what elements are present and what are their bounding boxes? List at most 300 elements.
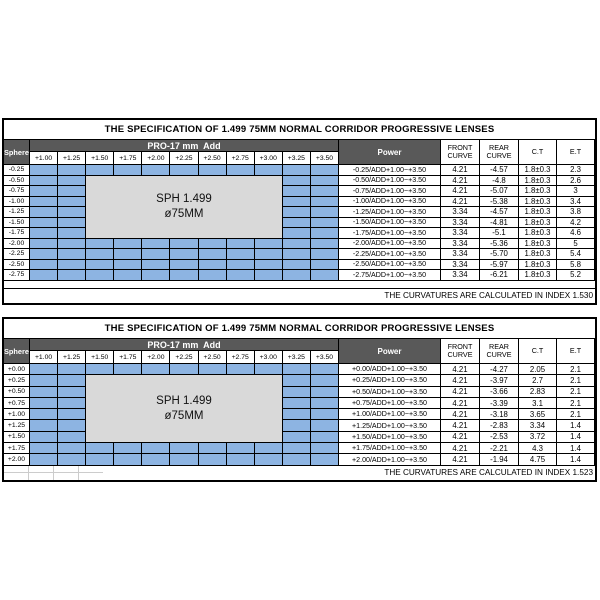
et-header: E.T <box>557 339 595 364</box>
add-cell <box>30 239 58 250</box>
ct-cell: 1.8±0.3 <box>519 186 557 197</box>
add-column-header: +3.00 <box>255 351 283 364</box>
rear-curve-cell: -5.97 <box>480 260 519 271</box>
rear-curve-cell: -5.36 <box>480 239 519 250</box>
add-cell <box>283 218 311 229</box>
sphere-cell: -2.25 <box>4 249 30 260</box>
rear-curve-cell: -3.97 <box>480 375 519 386</box>
et-header: E.T <box>557 140 595 165</box>
add-cell <box>170 270 198 281</box>
add-cell <box>283 197 311 208</box>
table-title: THE SPECIFICATION OF 1.499 75MM NORMAL CORRIDOR PROGRESSIVE LENSES <box>4 120 595 140</box>
sphere-cell: +2.00 <box>4 454 30 465</box>
add-cell <box>58 420 86 431</box>
front-curve-cell: 4.21 <box>441 186 480 197</box>
add-cell <box>142 364 170 375</box>
ct-cell: 1.8±0.3 <box>519 218 557 229</box>
power-cell: -0.50/ADD+1.00~+3.50 <box>339 176 441 187</box>
add-cell <box>283 228 311 239</box>
rear-curve-cell: -4.27 <box>480 364 519 375</box>
power-cell: +0.25/ADD+1.00~+3.50 <box>339 375 441 386</box>
add-cell <box>30 420 58 431</box>
front-curve-cell: 3.34 <box>441 218 480 229</box>
power-cell: +0.50/ADD+1.00~+3.50 <box>339 387 441 398</box>
add-cell <box>311 270 339 281</box>
et-cell: 2.3 <box>557 165 595 176</box>
power-cell: -2.50/ADD+1.00~+3.50 <box>339 260 441 271</box>
front-curve-cell: 4.21 <box>441 398 480 409</box>
add-cell <box>58 249 86 260</box>
power-cell: -2.75/ADD+1.00~+3.50 <box>339 270 441 281</box>
power-cell: +1.00/ADD+1.00~+3.50 <box>339 409 441 420</box>
rear-curve-cell: -5.38 <box>480 197 519 208</box>
rear-curve-cell: -5.70 <box>480 249 519 260</box>
rear-curve-cell: -3.66 <box>480 387 519 398</box>
ct-header: C.T <box>519 140 557 165</box>
add-cell <box>86 165 114 176</box>
add-cell <box>30 398 58 409</box>
front-curve-cell: 4.21 <box>441 454 480 465</box>
add-cell <box>255 249 283 260</box>
ct-cell: 1.8±0.3 <box>519 228 557 239</box>
sphere-column-header: Sphere <box>4 140 30 165</box>
rear-curve-cell: -2.53 <box>480 432 519 443</box>
add-group-header: PRO-17 mm Add <box>30 339 339 351</box>
rear-curve-header: REAR CURVE <box>480 339 519 364</box>
add-cell <box>311 364 339 375</box>
rear-curve-cell: -4.57 <box>480 165 519 176</box>
add-column-header: +2.75 <box>227 152 255 165</box>
front-curve-header: FRONT CURVE <box>441 140 480 165</box>
add-cell <box>30 270 58 281</box>
power-cell: -1.25/ADD+1.00~+3.50 <box>339 207 441 218</box>
sphere-column-header: Sphere <box>4 339 30 364</box>
add-cell <box>30 176 58 187</box>
add-cell <box>114 454 142 465</box>
add-cell <box>170 165 198 176</box>
add-cell <box>311 260 339 271</box>
et-cell: 2.1 <box>557 375 595 386</box>
add-column-header: +2.00 <box>142 351 170 364</box>
add-column-header: +2.50 <box>199 351 227 364</box>
add-cell <box>30 409 58 420</box>
rear-curve-cell: -2.21 <box>480 443 519 454</box>
ct-cell: 2.05 <box>519 364 557 375</box>
add-cell <box>58 197 86 208</box>
power-cell: +1.25/ADD+1.00~+3.50 <box>339 420 441 431</box>
et-cell: 3 <box>557 186 595 197</box>
add-cell <box>283 165 311 176</box>
sphere-cell: -2.50 <box>4 260 30 271</box>
table-title: THE SPECIFICATION OF 1.499 75MM NORMAL CORRIDOR PROGRESSIVE LENSES <box>4 319 595 339</box>
add-cell <box>283 420 311 431</box>
table-footer <box>4 289 595 303</box>
power-cell: -1.50/ADD+1.00~+3.50 <box>339 218 441 229</box>
power-cell: -1.00/ADD+1.00~+3.50 <box>339 197 441 208</box>
add-cell <box>311 375 339 386</box>
power-cell: -2.00/ADD+1.00~+3.50 <box>339 239 441 250</box>
et-cell: 2.6 <box>557 176 595 187</box>
add-cell <box>86 249 114 260</box>
add-cell <box>311 387 339 398</box>
add-cell <box>283 186 311 197</box>
footer-note: THE CURVATURES ARE CALCULATED IN INDEX 1.523 <box>384 468 593 478</box>
add-cell <box>227 270 255 281</box>
add-cell <box>142 260 170 271</box>
diameter-label: ø75MM <box>164 409 204 422</box>
table-footer <box>4 466 595 480</box>
add-cell <box>30 165 58 176</box>
add-cell <box>199 249 227 260</box>
power-column-header: Power <box>339 339 441 364</box>
ct-cell: 1.8±0.3 <box>519 260 557 271</box>
et-cell: 5.2 <box>557 270 595 281</box>
et-cell: 2.1 <box>557 398 595 409</box>
et-cell: 5.4 <box>557 249 595 260</box>
add-cell <box>283 260 311 271</box>
front-curve-cell: 4.21 <box>441 375 480 386</box>
add-cell <box>227 260 255 271</box>
add-cell <box>86 364 114 375</box>
rear-curve-cell: -3.18 <box>480 409 519 420</box>
add-cell <box>311 197 339 208</box>
add-cell <box>283 409 311 420</box>
sph-label: SPH 1.499 <box>156 193 212 206</box>
add-cell <box>170 249 198 260</box>
add-cell <box>199 239 227 250</box>
ct-cell: 1.8±0.3 <box>519 176 557 187</box>
add-cell <box>227 239 255 250</box>
sphere-cell: -0.75 <box>4 186 30 197</box>
add-cell <box>142 454 170 465</box>
add-column-header: +1.50 <box>86 152 114 165</box>
add-column-header: +1.25 <box>58 351 86 364</box>
add-cell <box>86 239 114 250</box>
sphere-cell: -1.75 <box>4 228 30 239</box>
add-cell <box>311 443 339 454</box>
front-curve-cell: 4.21 <box>441 420 480 431</box>
sphere-cell: +1.25 <box>4 420 30 431</box>
add-column-header: +1.75 <box>114 152 142 165</box>
sph-label: SPH 1.499 <box>156 395 212 408</box>
add-cell <box>227 454 255 465</box>
ct-cell: 1.8±0.3 <box>519 165 557 176</box>
power-cell: +1.75/ADD+1.00~+3.50 <box>339 443 441 454</box>
power-cell: +2.00/ADD+1.00~+3.50 <box>339 454 441 465</box>
add-cell <box>114 443 142 454</box>
et-cell: 1.4 <box>557 420 595 431</box>
et-cell: 5.8 <box>557 260 595 271</box>
add-cell <box>311 398 339 409</box>
power-cell: -2.25/ADD+1.00~+3.50 <box>339 249 441 260</box>
add-cell <box>283 270 311 281</box>
rear-curve-cell: -3.39 <box>480 398 519 409</box>
add-cell <box>199 260 227 271</box>
add-cell <box>255 364 283 375</box>
add-column-header: +3.25 <box>283 351 311 364</box>
add-cell <box>58 387 86 398</box>
power-cell: +0.00/ADD+1.00~+3.50 <box>339 364 441 375</box>
ct-header: C.T <box>519 339 557 364</box>
add-cell <box>170 443 198 454</box>
add-cell <box>255 270 283 281</box>
add-cell <box>311 409 339 420</box>
ct-cell: 1.8±0.3 <box>519 249 557 260</box>
add-cell <box>58 228 86 239</box>
power-cell: -1.75/ADD+1.00~+3.50 <box>339 228 441 239</box>
add-column-header: +3.00 <box>255 152 283 165</box>
add-cell <box>30 443 58 454</box>
add-cell <box>142 270 170 281</box>
ct-cell: 1.8±0.3 <box>519 270 557 281</box>
sphere-cell: -0.25 <box>4 165 30 176</box>
add-cell <box>199 454 227 465</box>
et-cell: 1.4 <box>557 454 595 465</box>
add-cell <box>311 218 339 229</box>
add-cell <box>114 249 142 260</box>
add-cell <box>311 165 339 176</box>
add-cell <box>283 239 311 250</box>
add-cell <box>142 249 170 260</box>
add-cell <box>311 176 339 187</box>
add-cell <box>199 270 227 281</box>
et-cell: 3.8 <box>557 207 595 218</box>
rear-curve-header: REAR CURVE <box>480 140 519 165</box>
power-cell: +1.50/ADD+1.00~+3.50 <box>339 432 441 443</box>
rear-curve-cell: -4.81 <box>480 218 519 229</box>
add-cell <box>30 197 58 208</box>
add-cell <box>170 454 198 465</box>
et-cell: 4.2 <box>557 218 595 229</box>
ct-cell: 3.65 <box>519 409 557 420</box>
add-cell <box>311 454 339 465</box>
sphere-cell: +1.50 <box>4 432 30 443</box>
sphere-cell: +0.75 <box>4 398 30 409</box>
add-cell <box>227 249 255 260</box>
add-cell <box>255 260 283 271</box>
power-column-header: Power <box>339 140 441 165</box>
add-cell <box>142 165 170 176</box>
add-cell <box>114 239 142 250</box>
sphere-cell: -1.50 <box>4 218 30 229</box>
sphere-cell: +1.75 <box>4 443 30 454</box>
add-cell <box>58 443 86 454</box>
power-cell: +0.75/ADD+1.00~+3.50 <box>339 398 441 409</box>
add-cell <box>86 454 114 465</box>
add-cell <box>30 218 58 229</box>
add-cell <box>255 443 283 454</box>
front-curve-cell: 3.34 <box>441 249 480 260</box>
add-cell <box>283 432 311 443</box>
add-cell <box>311 249 339 260</box>
ct-cell: 4.3 <box>519 443 557 454</box>
et-cell: 2.1 <box>557 364 595 375</box>
add-column-header: +2.00 <box>142 152 170 165</box>
add-cell <box>30 375 58 386</box>
footer-note: THE CURVATURES ARE CALCULATED IN INDEX 1.530 <box>384 291 593 300</box>
add-cell <box>58 165 86 176</box>
ct-cell: 3.1 <box>519 398 557 409</box>
add-cell <box>227 443 255 454</box>
add-cell <box>30 432 58 443</box>
add-cell <box>58 398 86 409</box>
add-cell <box>227 364 255 375</box>
ct-cell: 3.72 <box>519 432 557 443</box>
add-cell <box>114 364 142 375</box>
faint-gridlines <box>4 466 103 480</box>
add-column-header: +2.75 <box>227 351 255 364</box>
add-cell <box>170 260 198 271</box>
add-cell <box>58 409 86 420</box>
add-cell <box>58 239 86 250</box>
sphere-cell: -2.00 <box>4 239 30 250</box>
add-cell <box>283 454 311 465</box>
rear-curve-cell: -5.07 <box>480 186 519 197</box>
add-cell <box>283 443 311 454</box>
add-cell <box>30 228 58 239</box>
add-column-header: +1.50 <box>86 351 114 364</box>
add-cell <box>30 364 58 375</box>
add-cell <box>58 270 86 281</box>
rear-curve-cell: -2.83 <box>480 420 519 431</box>
sphere-cell: +0.50 <box>4 387 30 398</box>
et-cell: 2.1 <box>557 387 595 398</box>
add-cell <box>30 260 58 271</box>
add-cell <box>58 364 86 375</box>
add-cell <box>311 239 339 250</box>
et-cell: 2.1 <box>557 409 595 420</box>
add-cell <box>58 260 86 271</box>
power-cell: -0.75/ADD+1.00~+3.50 <box>339 186 441 197</box>
add-cell <box>199 364 227 375</box>
add-cell <box>58 375 86 386</box>
et-cell: 1.4 <box>557 432 595 443</box>
front-curve-cell: 3.34 <box>441 260 480 271</box>
add-cell <box>283 364 311 375</box>
sph-diameter-box <box>86 176 283 239</box>
add-cell <box>283 207 311 218</box>
add-column-header: +1.00 <box>30 351 58 364</box>
add-cell <box>170 364 198 375</box>
sphere-cell: -2.75 <box>4 270 30 281</box>
add-cell <box>30 387 58 398</box>
add-cell <box>30 186 58 197</box>
add-column-header: +2.50 <box>199 152 227 165</box>
ct-cell: 1.8±0.3 <box>519 197 557 208</box>
ct-cell: 4.75 <box>519 454 557 465</box>
front-curve-cell: 4.21 <box>441 432 480 443</box>
add-cell <box>199 443 227 454</box>
sphere-cell: +0.25 <box>4 375 30 386</box>
et-cell: 4.6 <box>557 228 595 239</box>
front-curve-cell: 4.21 <box>441 176 480 187</box>
add-cell <box>58 218 86 229</box>
rear-curve-cell: -4.57 <box>480 207 519 218</box>
add-cell <box>227 165 255 176</box>
add-cell <box>283 398 311 409</box>
front-curve-cell: 3.34 <box>441 207 480 218</box>
add-column-header: +1.25 <box>58 152 86 165</box>
add-cell <box>311 228 339 239</box>
add-cell <box>30 249 58 260</box>
power-cell: -0.25/ADD+1.00~+3.50 <box>339 165 441 176</box>
add-cell <box>58 454 86 465</box>
ct-cell: 2.7 <box>519 375 557 386</box>
add-cell <box>311 432 339 443</box>
add-cell <box>199 165 227 176</box>
spacer-row <box>4 281 595 289</box>
add-cell <box>283 176 311 187</box>
add-cell <box>283 249 311 260</box>
add-cell <box>58 207 86 218</box>
rear-curve-cell: -4.8 <box>480 176 519 187</box>
add-column-header: +3.25 <box>283 152 311 165</box>
et-cell: 1.4 <box>557 443 595 454</box>
spec-table-minus-range <box>2 118 597 305</box>
rear-curve-cell: -1.94 <box>480 454 519 465</box>
front-curve-cell: 4.21 <box>441 387 480 398</box>
front-curve-cell: 3.34 <box>441 270 480 281</box>
add-column-header: +2.25 <box>170 152 198 165</box>
add-cell <box>142 443 170 454</box>
ct-cell: 1.8±0.3 <box>519 239 557 250</box>
front-curve-cell: 4.21 <box>441 364 480 375</box>
add-cell <box>142 239 170 250</box>
add-cell <box>255 165 283 176</box>
front-curve-cell: 3.34 <box>441 239 480 250</box>
front-curve-header: FRONT CURVE <box>441 339 480 364</box>
sphere-cell: -0.50 <box>4 176 30 187</box>
front-curve-cell: 3.34 <box>441 228 480 239</box>
add-cell <box>255 239 283 250</box>
add-column-header: +1.75 <box>114 351 142 364</box>
add-cell <box>58 432 86 443</box>
add-column-header: +2.25 <box>170 351 198 364</box>
et-cell: 3.4 <box>557 197 595 208</box>
sphere-cell: +1.00 <box>4 409 30 420</box>
add-column-header: +1.00 <box>30 152 58 165</box>
add-cell <box>255 454 283 465</box>
sph-diameter-box <box>86 375 283 443</box>
rear-curve-cell: -6.21 <box>480 270 519 281</box>
add-cell <box>114 165 142 176</box>
rear-curve-cell: -5.1 <box>480 228 519 239</box>
ct-cell: 3.34 <box>519 420 557 431</box>
add-cell <box>283 375 311 386</box>
add-cell <box>30 207 58 218</box>
add-cell <box>86 443 114 454</box>
add-cell <box>114 270 142 281</box>
sphere-cell: +0.00 <box>4 364 30 375</box>
add-cell <box>86 260 114 271</box>
add-cell <box>311 186 339 197</box>
front-curve-cell: 4.21 <box>441 197 480 208</box>
add-column-header: +3.50 <box>311 351 339 364</box>
add-cell <box>311 207 339 218</box>
add-cell <box>311 420 339 431</box>
ct-cell: 2.83 <box>519 387 557 398</box>
add-cell <box>58 186 86 197</box>
add-column-header: +3.50 <box>311 152 339 165</box>
add-cell <box>170 239 198 250</box>
add-cell <box>114 260 142 271</box>
add-cell <box>58 176 86 187</box>
et-cell: 5 <box>557 239 595 250</box>
sphere-cell: -1.25 <box>4 207 30 218</box>
add-cell <box>86 270 114 281</box>
diameter-label: ø75MM <box>164 207 204 220</box>
front-curve-cell: 4.21 <box>441 165 480 176</box>
